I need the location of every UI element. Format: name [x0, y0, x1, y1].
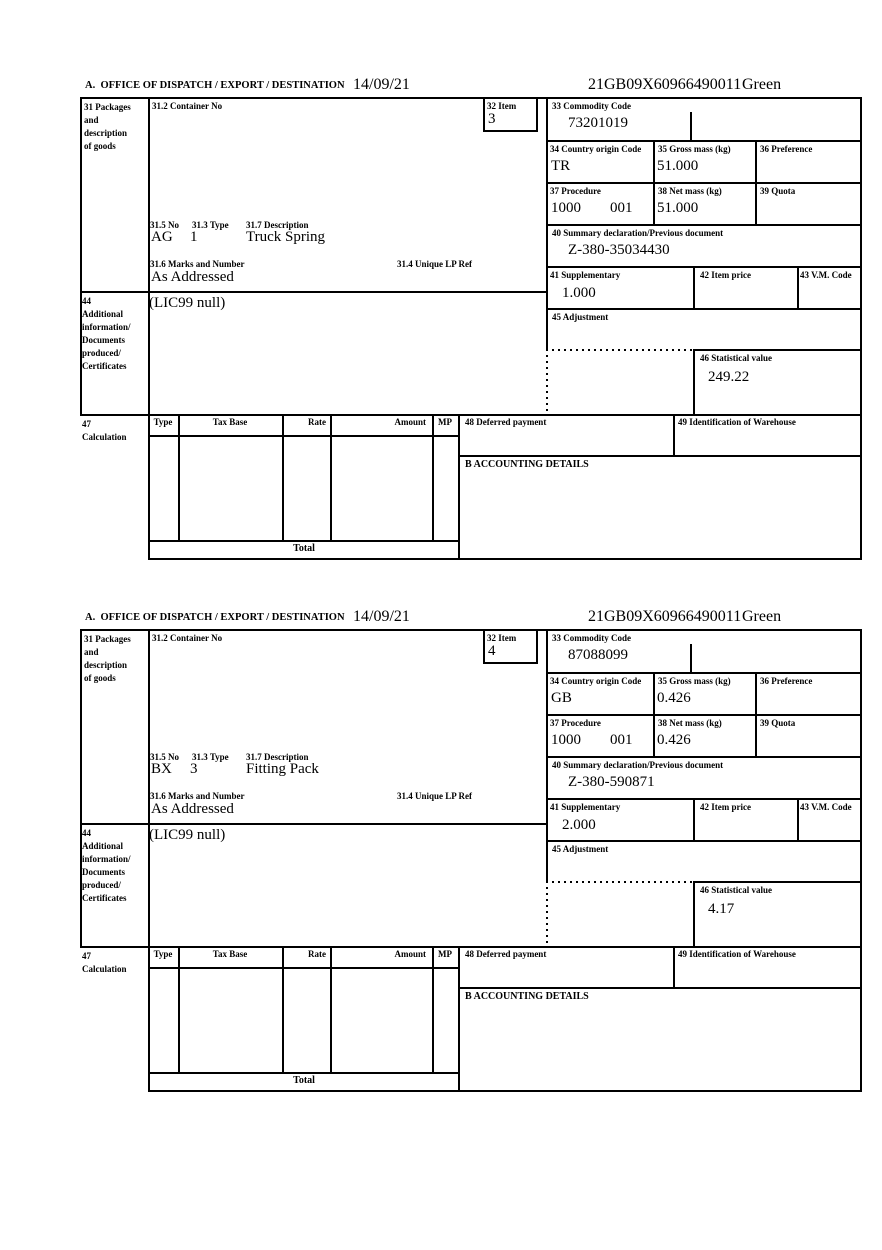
grid-line — [693, 881, 862, 883]
declaration-item-section — [0, 532, 882, 1086]
container-no-label: 31.2 Container No — [152, 633, 223, 643]
routing-status-value: Green — [742, 76, 782, 93]
grid-line — [546, 714, 862, 716]
tax-table-line — [148, 1072, 460, 1074]
tax-table-line — [282, 414, 284, 540]
tax-amount-header: Amount — [394, 949, 426, 959]
box44-label-line: produced/ — [82, 880, 121, 890]
box31-label-line: description — [84, 128, 128, 138]
box44-label-line: Documents — [82, 335, 125, 345]
additional-info-value: (LIC99 null) — [149, 827, 226, 843]
movement-reference-number: 21GB09X60966490011 — [588, 76, 742, 93]
country-origin-value: TR — [551, 158, 571, 174]
tax-table-line — [178, 414, 180, 540]
grid-line — [148, 1090, 862, 1092]
pkg-no-label: 31.5 No — [150, 752, 179, 762]
additional-info-value: (LIC99 null) — [149, 295, 226, 311]
grid-line — [693, 349, 862, 351]
item-box-border — [536, 629, 538, 664]
adjustment-label: 45 Adjustment — [552, 844, 609, 854]
grid-line — [755, 672, 757, 756]
item-box-border — [483, 130, 538, 132]
tax-table-line — [148, 967, 460, 969]
tax-table-line — [432, 946, 434, 1072]
procedure-code-value: 1000 — [551, 200, 581, 216]
gross-mass-value: 51.000 — [657, 158, 699, 174]
net-mass-label: 38 Net mass (kg) — [658, 718, 722, 728]
box31-label-line: 31 Packages — [84, 634, 131, 644]
box31-label-line: and — [84, 647, 99, 657]
tax-table-line — [330, 946, 332, 1072]
warehouse-id-label: 49 Identification of Warehouse — [678, 417, 796, 427]
item-box-border — [483, 662, 538, 664]
container-no-label: 31.2 Container No — [152, 101, 223, 111]
item-box-border — [536, 97, 538, 132]
grid-line — [546, 224, 862, 226]
commodity-code-label: 33 Commodity Code — [552, 101, 631, 111]
net-mass-value: 51.000 — [657, 200, 699, 216]
grid-line — [546, 308, 862, 310]
tax-type-header: Type — [153, 949, 173, 959]
supplementary-value: 1.000 — [562, 285, 596, 301]
preference-label: 36 Preference — [760, 144, 813, 154]
dotted-grid-line — [546, 349, 548, 414]
grid-line — [693, 798, 695, 840]
deferred-payment-label: 48 Deferred payment — [465, 417, 547, 427]
pkg-description-label: 31.7 Description — [246, 220, 309, 230]
grid-line — [693, 349, 695, 414]
tax-table-line — [178, 946, 180, 1072]
box47-label-line: 47 — [82, 419, 91, 429]
vm-code-label: 43 V.M. Code — [800, 270, 852, 280]
grid-line — [148, 629, 150, 1092]
grid-line — [80, 823, 546, 825]
grid-line — [546, 97, 548, 349]
grid-line — [673, 414, 675, 455]
grid-line — [653, 672, 655, 756]
routing-status-value: Green — [742, 608, 782, 625]
gross-mass-label: 35 Gross mass (kg) — [658, 676, 731, 686]
warehouse-id-label: 49 Identification of Warehouse — [678, 949, 796, 959]
box44-label-line: information/ — [82, 322, 131, 332]
acceptance-date-value: 14/09/21 — [353, 76, 410, 93]
tax-mp-header: MP — [438, 417, 452, 427]
grid-line — [80, 629, 862, 631]
summary-declaration-label: 40 Summary declaration/Previous document — [552, 228, 724, 238]
procedure-code2-value: 001 — [610, 732, 633, 748]
net-mass-label: 38 Net mass (kg) — [658, 186, 722, 196]
grid-line — [860, 97, 862, 560]
item-box-border — [483, 629, 485, 664]
commodity-code-label: 33 Commodity Code — [552, 633, 631, 643]
pkg-type-value: 1 — [190, 229, 198, 245]
country-origin-value: GB — [551, 690, 572, 706]
grid-line — [693, 881, 695, 946]
office-of-dispatch-label: A. OFFICE OF DISPATCH / EXPORT / DESTINATION — [85, 612, 345, 623]
grid-line — [546, 140, 862, 142]
box47-label-line: Calculation — [82, 964, 127, 974]
box31-label-line: 31 Packages — [84, 102, 131, 112]
box44-label-line: Documents — [82, 867, 125, 877]
pkg-description-value: Fitting Pack — [246, 761, 319, 777]
box47-label-line: 47 — [82, 951, 91, 961]
deferred-payment-label: 48 Deferred payment — [465, 949, 547, 959]
box31-label-line: of goods — [84, 673, 116, 683]
pkg-type-label: 31.3 Type — [192, 220, 229, 230]
tax-table-line — [432, 414, 434, 540]
box44-label-line: Certificates — [82, 893, 127, 903]
unique-lp-ref-label: 31.4 Unique LP Ref — [397, 791, 473, 801]
net-mass-value: 0.426 — [657, 732, 691, 748]
box31-label-line: description — [84, 660, 128, 670]
total-label: Total — [293, 543, 315, 554]
commodity-code-tick — [690, 644, 692, 672]
grid-line — [673, 946, 675, 987]
grid-line — [546, 840, 862, 842]
box44-label-line: 44 — [82, 828, 91, 838]
tax-table-line — [282, 946, 284, 1072]
pkg-type-label: 31.3 Type — [192, 752, 229, 762]
box47-label-line: Calculation — [82, 432, 127, 442]
grid-line — [546, 182, 862, 184]
procedure-code-value: 1000 — [551, 732, 581, 748]
box44-label-line: 44 — [82, 296, 91, 306]
supplementary-value: 2.000 — [562, 817, 596, 833]
tax-table-line — [148, 435, 460, 437]
marks-and-number-value: As Addressed — [151, 801, 234, 817]
tax-base-header: Tax Base — [212, 417, 248, 427]
item-number-value: 3 — [488, 111, 496, 127]
country-origin-label: 34 Country origin Code — [550, 676, 642, 686]
grid-line — [653, 140, 655, 224]
statistical-value: 249.22 — [708, 369, 750, 385]
marks-and-number-label: 31.6 Marks and Number — [150, 791, 245, 801]
declaration-item-section — [0, 0, 882, 554]
grid-line — [546, 672, 862, 674]
statistical-value-label: 46 Statistical value — [700, 353, 772, 363]
dotted-grid-line — [546, 881, 548, 946]
grid-line — [80, 291, 546, 293]
box44-label-line: information/ — [82, 854, 131, 864]
box44-label-line: Additional — [82, 841, 124, 851]
tax-table-line — [330, 414, 332, 540]
preference-label: 36 Preference — [760, 676, 813, 686]
grid-line — [797, 266, 799, 308]
tax-type-header: Type — [153, 417, 173, 427]
statistical-value-label: 46 Statistical value — [700, 885, 772, 895]
previous-document-value: Z-380-35034430 — [568, 242, 670, 258]
box31-label-line: and — [84, 115, 99, 125]
grid-line — [80, 946, 862, 948]
previous-document-value: Z-380-590871 — [568, 774, 655, 790]
gross-mass-label: 35 Gross mass (kg) — [658, 144, 731, 154]
item-price-label: 42 Item price — [700, 270, 751, 280]
grid-line — [797, 798, 799, 840]
tax-rate-header: Rate — [308, 949, 326, 959]
item-price-label: 42 Item price — [700, 802, 751, 812]
grid-line — [546, 266, 862, 268]
grid-line — [755, 140, 757, 224]
box44-label-line: Certificates — [82, 361, 127, 371]
marks-and-number-value: As Addressed — [151, 269, 234, 285]
procedure-code2-value: 001 — [610, 200, 633, 216]
tax-amount-header: Amount — [394, 417, 426, 427]
quota-label: 39 Quota — [760, 186, 796, 196]
accounting-details-label: B ACCOUNTING DETAILS — [465, 991, 589, 1002]
procedure-label: 37 Procedure — [550, 186, 601, 196]
grid-line — [80, 97, 862, 99]
grid-line — [148, 97, 150, 560]
marks-and-number-label: 31.6 Marks and Number — [150, 259, 245, 269]
movement-reference-number: 21GB09X60966490011 — [588, 608, 742, 625]
grid-line — [860, 629, 862, 1092]
pkg-no-value: AG — [151, 229, 173, 245]
office-of-dispatch-label: A. OFFICE OF DISPATCH / EXPORT / DESTINATION — [85, 80, 345, 91]
box44-label-line: produced/ — [82, 348, 121, 358]
item-number-value: 4 — [488, 643, 496, 659]
commodity-code-tick — [690, 112, 692, 140]
commodity-code-value: 73201019 — [568, 115, 628, 131]
pkg-no-label: 31.5 No — [150, 220, 179, 230]
item-box-border — [483, 97, 485, 132]
acceptance-date-value: 14/09/21 — [353, 608, 410, 625]
dotted-grid-line — [546, 349, 693, 351]
grid-line — [546, 756, 862, 758]
unique-lp-ref-label: 31.4 Unique LP Ref — [397, 259, 473, 269]
grid-line — [693, 266, 695, 308]
pkg-description-value: Truck Spring — [246, 229, 326, 245]
gross-mass-value: 0.426 — [657, 690, 691, 706]
vm-code-label: 43 V.M. Code — [800, 802, 852, 812]
tax-mp-header: MP — [438, 949, 452, 959]
supplementary-label: 41 Supplementary — [550, 270, 621, 280]
grid-line — [460, 987, 862, 989]
grid-line — [546, 629, 548, 881]
country-origin-label: 34 Country origin Code — [550, 144, 642, 154]
tax-rate-header: Rate — [308, 417, 326, 427]
statistical-value: 4.17 — [708, 901, 735, 917]
box31-label-line: of goods — [84, 141, 116, 151]
procedure-label: 37 Procedure — [550, 718, 601, 728]
accounting-details-label: B ACCOUNTING DETAILS — [465, 459, 589, 470]
grid-line — [80, 414, 862, 416]
grid-line — [460, 455, 862, 457]
total-label: Total — [293, 1075, 315, 1086]
item-number-label: 32 Item — [487, 633, 517, 643]
item-number-label: 32 Item — [487, 101, 517, 111]
box44-label-line: Additional — [82, 309, 124, 319]
pkg-no-value: BX — [151, 761, 172, 777]
quota-label: 39 Quota — [760, 718, 796, 728]
tax-base-header: Tax Base — [212, 949, 248, 959]
grid-line — [546, 798, 862, 800]
supplementary-label: 41 Supplementary — [550, 802, 621, 812]
commodity-code-value: 87088099 — [568, 647, 628, 663]
pkg-description-label: 31.7 Description — [246, 752, 309, 762]
summary-declaration-label: 40 Summary declaration/Previous document — [552, 760, 724, 770]
adjustment-label: 45 Adjustment — [552, 312, 609, 322]
dotted-grid-line — [546, 881, 693, 883]
pkg-type-value: 3 — [190, 761, 198, 777]
